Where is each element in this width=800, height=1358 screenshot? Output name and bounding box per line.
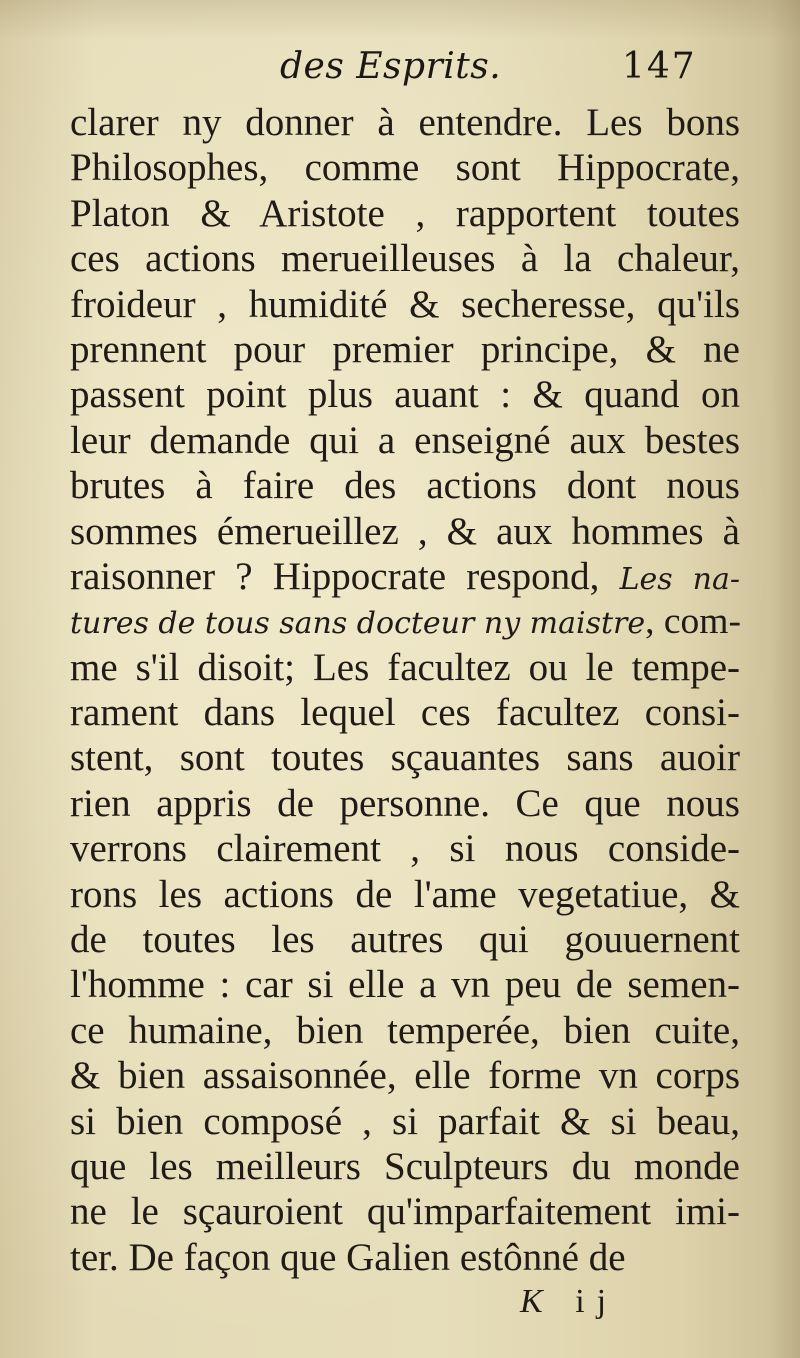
text-segment: leur demande qui a enseigné aux bestes (70, 418, 740, 462)
text-line (70, 100, 740, 145)
text-line (70, 917, 740, 962)
signature-numeral: ij (575, 1283, 619, 1320)
text-line (70, 826, 740, 871)
text-segment: clarer ny donner à entendre. Les bons (70, 101, 740, 144)
text-segment: Platon & Aristote , rapportent toutes (70, 191, 740, 235)
text-segment: l'homme : car si elle a vn peu de semen- (70, 963, 740, 1007)
text-segment: raisonner ? Hippocrate respond, (70, 554, 620, 598)
text-segment: rament dans lequel ces facultez consi- (70, 691, 740, 735)
text-line (70, 1144, 740, 1189)
page-shadow-right (770, 0, 800, 1358)
text-line (70, 282, 740, 327)
text-segment: stent, sont toutes sçauantes sans auoir (70, 736, 740, 780)
running-title: des Esprits. (280, 46, 502, 87)
signature-line (0, 1283, 800, 1333)
text-line (70, 872, 740, 917)
text-segment: sommes émerueillez , & aux hommes à (70, 509, 740, 553)
text-segment: que les meilleurs Sculpteurs du monde (70, 1144, 740, 1188)
text-segment: & bien assaisonnée, elle forme vn corps (70, 1054, 740, 1098)
text-segment: ce humaine, bien temperée, bien cuite, (70, 1008, 740, 1052)
text-line (70, 962, 740, 1007)
page-shadow-top (0, 0, 800, 40)
text-line (70, 781, 740, 826)
text-segment: rien appris de personne. Ce que nous (70, 781, 740, 825)
body-text (70, 100, 740, 1280)
text-line (70, 372, 740, 417)
text-segment: de toutes les autres qui gouuernent (70, 918, 740, 962)
text-segment: rons les actions de l'ame vegetatiue, & (70, 872, 740, 916)
text-segment: Philosophes, comme sont Hippocrate, (70, 146, 740, 190)
page-number: 147 (622, 46, 697, 87)
text-segment: me s'il disoit; Les facultez ou le tempe- (70, 645, 740, 689)
text-segment: passent point plus auant : & quand on (70, 373, 740, 417)
text-line (70, 554, 740, 599)
text-line (70, 1008, 740, 1053)
text-line (70, 145, 740, 190)
text-line (70, 1053, 740, 1098)
running-head (0, 46, 800, 96)
text-segment: si bien composé , si parfait & si beau, (70, 1099, 740, 1143)
text-segment: ne le sçauroient qu'imparfaitement imi- (70, 1190, 740, 1234)
text-line (70, 509, 740, 554)
text-line (70, 1189, 740, 1234)
italic-text-segment: Les na- (619, 561, 740, 597)
text-segment: , com- (645, 601, 741, 643)
text-segment: ces actions merueilleuses à la chaleur, (70, 237, 740, 281)
text-line (70, 418, 740, 463)
italic-text-segment: tures de tous sans docteur ny maistre (70, 606, 646, 642)
text-segment: prennent pour premier principe, & ne (70, 327, 740, 371)
text-line (70, 191, 740, 236)
text-line (70, 1235, 740, 1280)
gathering-signature (520, 1283, 618, 1321)
text-line (70, 599, 740, 644)
text-line (70, 463, 740, 508)
text-segment: brutes à faire des actions dont nous (70, 464, 740, 508)
text-line (70, 735, 740, 780)
text-segment: ter. De façon que Galien estônné de (70, 1235, 626, 1279)
text-line (70, 645, 740, 690)
signature-letter: K (520, 1283, 555, 1320)
text-segment: froideur , humidité & secheresse, qu'ils (70, 282, 740, 326)
text-segment: verrons clairement , si nous conside- (70, 827, 740, 871)
text-line (70, 690, 740, 735)
text-line (70, 1099, 740, 1144)
text-line (70, 327, 740, 372)
text-line (70, 236, 740, 281)
